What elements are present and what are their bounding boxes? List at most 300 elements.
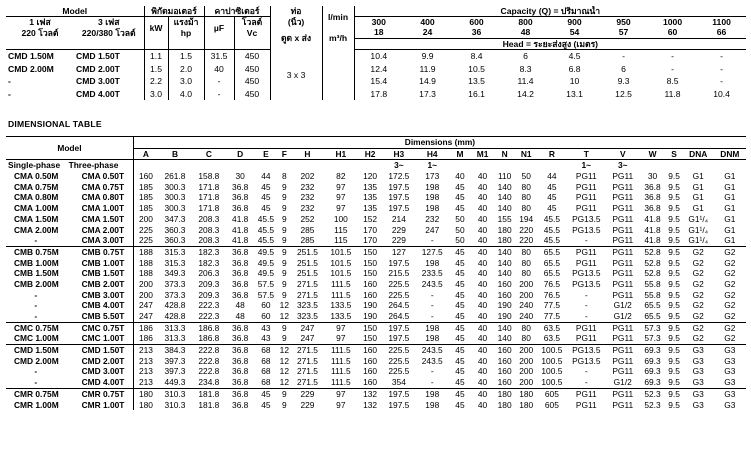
dim-value-m: 45 xyxy=(449,246,472,257)
dim-row xyxy=(6,345,746,356)
dim-value-v: G1/2 xyxy=(613,377,632,388)
dim-value-v: PG11 xyxy=(606,345,640,356)
dim-value-t: PG11 xyxy=(575,203,597,214)
dim-value-m: 40 xyxy=(455,171,465,182)
dim-value-n: 180 xyxy=(497,235,512,246)
dim-value-s: 9.5 xyxy=(668,366,680,377)
dim-value-m: 45 xyxy=(455,192,465,203)
dim-value-e: 45 xyxy=(261,181,271,192)
dim-value-n1: 200 xyxy=(519,289,534,300)
dim-value-h2: 150 xyxy=(363,268,378,279)
dim-value-c: 182.3 xyxy=(198,257,220,268)
dim-value-dna: G2 xyxy=(692,333,704,344)
dim-value-d: 36.8 xyxy=(232,181,249,192)
perf-uf: 40 xyxy=(204,62,234,75)
dim-value-dnm: G3 xyxy=(724,355,736,366)
dim-value-h4: - xyxy=(430,366,434,377)
perf-head-value: - xyxy=(720,63,723,74)
dim-three-phase-model: CMD 3.00T xyxy=(81,366,125,377)
perf-model-header: Model xyxy=(6,6,144,17)
dim-value-m: 45 xyxy=(455,355,465,366)
dim-value-n: 190 xyxy=(497,300,512,311)
dim-col-header-s: S xyxy=(671,148,677,159)
dim-single-phase-model: CMA 1.00M xyxy=(14,203,59,214)
perf-lmin-5: 950 xyxy=(616,17,631,28)
dim-value-n: 180 xyxy=(497,399,512,410)
dim-value-h1: 97 xyxy=(336,203,346,214)
dim-value-t: PG11 xyxy=(575,181,597,192)
dim-value-t: - xyxy=(584,300,588,311)
dim-value-h4: - xyxy=(430,289,434,300)
perf-1phase-volt: 220 โวลต์ xyxy=(21,27,59,38)
perf-head-value: 17.3 xyxy=(419,88,436,99)
dim-row xyxy=(6,400,746,411)
dim-col-header-r: R xyxy=(548,148,555,159)
perf-1phase-model: CMD 1.50M xyxy=(8,51,54,62)
dim-value-f: 12 xyxy=(279,377,289,388)
dim-subhead-blank xyxy=(255,160,278,171)
dim-value-t: PG13.5 xyxy=(572,355,601,366)
dim-value-f: 9 xyxy=(277,388,291,399)
dim-value-w: 55.8 xyxy=(644,278,661,289)
dim-value-h3: 229 xyxy=(391,235,406,246)
dim-value-d: 36.8 xyxy=(232,377,249,388)
dim-value-dnm: G2 xyxy=(724,257,736,268)
dim-single-phase-model: CMA 0.80M xyxy=(14,192,59,203)
dim-single-phase-model: CMB 2.00M xyxy=(14,278,59,289)
dim-value-dnm: G2 xyxy=(724,268,736,279)
dim-value-r: 45.5 xyxy=(543,213,561,224)
dim-value-r: 65.5 xyxy=(543,268,561,279)
dim-row xyxy=(6,235,746,246)
dim-three-phase-model: CMA 1.50T xyxy=(81,213,125,224)
perf-unit-blank xyxy=(322,75,354,88)
dim-col-header-h2: H2 xyxy=(364,148,376,159)
dim-three-phase-model: CMC 1.00T xyxy=(81,333,125,344)
dim-subhead-blank xyxy=(665,160,682,171)
perf-m3h-4: 54 xyxy=(569,27,580,38)
dim-value-a: 188 xyxy=(133,268,158,279)
dim-value-e: 60 xyxy=(261,300,271,311)
dim-value-dnm: G1 xyxy=(724,192,736,203)
dim-value-h4: 173 xyxy=(425,171,440,182)
dim-value-c: 208.3 xyxy=(198,224,220,235)
dim-value-m1: 40 xyxy=(477,377,488,388)
dim-value-h3: 225.5 xyxy=(388,289,410,300)
dim-value-v: PG11 xyxy=(612,181,634,192)
dim-value-n: 140 xyxy=(497,257,512,268)
dim-value-d: 41.8 xyxy=(232,224,249,235)
dim-value-d: 36.8 xyxy=(226,388,255,399)
dim-single-phase-model: CMA 2.00M xyxy=(14,224,59,235)
dim-value-a: 225 xyxy=(133,225,158,236)
dim-value-f: 12 xyxy=(279,355,289,366)
dim-value-h2: 190 xyxy=(363,311,378,322)
perf-unit-blank xyxy=(322,62,354,75)
perf-head-value: 6.8 xyxy=(568,63,581,74)
dim-value-t: PG11 xyxy=(575,171,597,182)
dim-value-m1: 40 xyxy=(477,268,488,279)
dim-value-s: 9.5 xyxy=(665,246,682,257)
dim-value-b: 360.3 xyxy=(164,235,186,246)
dim-subhead-blank xyxy=(537,160,567,171)
dim-value-w: 57.3 xyxy=(644,333,661,344)
dim-three-phase-header: Three-phase xyxy=(66,160,134,171)
dim-subhead-blank xyxy=(494,160,516,171)
dim-value-n: 140 xyxy=(494,322,516,333)
dim-value-r: 45 xyxy=(547,203,557,214)
perf-head-value: - xyxy=(720,76,723,87)
dim-value-t: PG13.5 xyxy=(567,345,606,356)
dim-col-header-n1: N1 xyxy=(520,148,532,159)
dim-value-dna: G1¹/₄ xyxy=(688,224,709,235)
dim-value-a: 213 xyxy=(133,356,158,367)
dim-value-v: PG11 xyxy=(612,355,634,366)
dim-value-m1: 40 xyxy=(477,192,488,203)
perf-head-value: 12.5 xyxy=(615,88,632,99)
dim-value-m1: 40 xyxy=(477,257,488,268)
dim-value-h2: 135 xyxy=(363,181,378,192)
dim-single-phase-model: - xyxy=(34,377,38,388)
dim-value-s: 9.5 xyxy=(668,399,680,410)
dim-value-f: 12 xyxy=(277,345,291,356)
dim-value-e: 43 xyxy=(255,322,278,333)
dim-value-h3: 197.5 xyxy=(388,399,410,410)
dim-value-a: 200 xyxy=(133,279,158,290)
dim-value-h1: 101.5 xyxy=(323,246,358,257)
dim-subhead-blank xyxy=(515,160,537,171)
dim-value-dna: G1 xyxy=(692,192,704,203)
perf-blank-2 xyxy=(144,38,168,49)
dim-col-header-w: W xyxy=(648,148,657,159)
dim-value-dnm: G3 xyxy=(724,366,736,377)
dim-value-m: 45 xyxy=(455,311,465,322)
dim-value-n1: 80 xyxy=(515,246,537,257)
dim-row xyxy=(6,203,746,214)
dim-value-m1: 40 xyxy=(477,278,488,289)
dim-value-d: 36.8 xyxy=(232,355,249,366)
dim-subhead-blank xyxy=(683,160,714,171)
dim-value-d: 36.8 xyxy=(226,345,255,356)
dim-value-dnm: G3 xyxy=(714,345,746,356)
dim-value-d: 48 xyxy=(235,311,245,322)
dim-value-s: 9.5 xyxy=(668,213,680,224)
perf-head-value: 11.8 xyxy=(664,88,681,99)
dim-value-d: 36.8 xyxy=(226,322,255,333)
perf-uf-header: µF xyxy=(204,17,234,38)
dim-value-b: 384.3 xyxy=(158,345,192,356)
dim-value-w: 30 xyxy=(647,171,658,182)
dim-value-a: 213 xyxy=(133,366,158,377)
dim-col-header-m: M xyxy=(456,148,464,159)
dim-value-h: 229 xyxy=(300,399,315,410)
dim-three-phase-model: CMR 1.00T xyxy=(81,399,125,410)
dim-value-d: 41.8 xyxy=(232,235,249,246)
perf-pipe-header: ท่อ xyxy=(270,6,322,17)
perf-row xyxy=(6,75,746,88)
dim-value-b: 397.3 xyxy=(164,366,186,377)
dim-value-h: 247 xyxy=(292,322,324,333)
dim-value-n: 160 xyxy=(497,289,512,300)
dim-value-r: 77.5 xyxy=(543,300,561,311)
dim-single-phase-model: CMA 1.50M xyxy=(14,213,59,224)
perf-head-value: 13.1 xyxy=(566,88,583,99)
dim-col-header-n: N xyxy=(501,148,508,159)
dim-value-b: 310.3 xyxy=(164,399,186,410)
perf-head-value: 11.4 xyxy=(517,76,534,87)
dim-value-h4: 243.5 xyxy=(416,345,449,356)
perf-pipe-suction-header: ดูด x ส่ง xyxy=(270,27,322,49)
dim-value-t: PG13.5 xyxy=(572,278,601,289)
perf-head-value: 11.9 xyxy=(419,63,436,74)
perf-head-value: - xyxy=(720,51,723,62)
dim-value-h2: 160 xyxy=(363,289,378,300)
perf-head-value: 9.9 xyxy=(421,51,434,62)
dim-value-n: 140 xyxy=(494,246,516,257)
dim-value-f: 9 xyxy=(282,268,287,279)
dim-value-h2: 132 xyxy=(363,399,378,410)
dim-value-b: 310.3 xyxy=(158,388,192,399)
dim-value-m: 45 xyxy=(455,366,465,377)
dim-value-m: 45 xyxy=(449,345,472,356)
perf-1phase-model: - xyxy=(8,88,11,99)
dim-single-phase-model: CMB 1.00M xyxy=(14,257,59,268)
dim-value-t: PG13.5 xyxy=(572,224,601,235)
perf-m3h-2: 36 xyxy=(471,27,482,38)
dim-subhead-blank xyxy=(640,160,666,171)
dim-value-a: 180 xyxy=(133,400,158,411)
dim-value-s: 9.5 xyxy=(668,268,680,279)
dim-value-m: 45 xyxy=(455,377,465,388)
dim-value-s: 9.5 xyxy=(668,171,680,182)
dim-value-h: 271.5 xyxy=(296,366,318,377)
dim-value-h2: 135 xyxy=(363,203,378,214)
dim-value-h3: 225.5 xyxy=(388,366,410,377)
dim-value-s: 9.5 xyxy=(665,322,682,333)
dim-value-e: 45 xyxy=(261,203,271,214)
dim-value-m1: 40 xyxy=(477,203,488,214)
dim-value-s: 9.5 xyxy=(668,203,680,214)
dim-value-h4: 198 xyxy=(425,257,440,268)
dim-single-phase-model: CMA 0.50M xyxy=(14,171,59,182)
perf-head-value: - xyxy=(622,51,625,62)
perf-hp-header: แรงม้า xyxy=(168,17,204,28)
dim-value-b: 373.3 xyxy=(164,289,186,300)
dim-value-b: 360.3 xyxy=(164,224,186,235)
dim-three-phase-model: CMR 0.75T xyxy=(66,388,134,399)
dim-row xyxy=(6,225,746,236)
dim-value-m: 45 xyxy=(455,333,465,344)
dim-value-w: 52.8 xyxy=(640,246,666,257)
dim-col-header-e: E xyxy=(263,148,269,159)
dim-value-n1: 180 xyxy=(515,388,537,399)
dim-value-n: 180 xyxy=(494,388,516,399)
dim-value-dna: G3 xyxy=(692,377,704,388)
dim-value-n: 140 xyxy=(497,268,512,279)
dim-value-a: 188 xyxy=(133,258,158,269)
dim-value-c: 186.8 xyxy=(192,322,226,333)
dim-three-phase-model: CMA 0.75T xyxy=(81,181,125,192)
dim-subhead-blank xyxy=(292,160,324,171)
dim-value-h3: 127 xyxy=(382,246,416,257)
dim-value-r: 45 xyxy=(547,192,557,203)
dim-value-dnm: G3 xyxy=(724,399,736,410)
perf-lmin-3: 800 xyxy=(518,17,533,28)
dim-row xyxy=(6,192,746,203)
dim-value-d: 36.8 xyxy=(232,366,249,377)
dim-value-h3: 197.5 xyxy=(382,388,416,399)
dim-value-v: PG11 xyxy=(606,388,640,399)
dim-value-v: PG11 xyxy=(612,203,634,214)
dim-col-header-c: C xyxy=(205,148,212,159)
dim-value-w: 36.8 xyxy=(644,192,661,203)
dim-value-h2: 160 xyxy=(363,355,378,366)
dim-three-phase-model: CMB 1.00T xyxy=(81,257,125,268)
dim-value-b: 313.3 xyxy=(164,333,186,344)
dim-value-h3: 225.5 xyxy=(388,278,410,289)
dim-single-phase-model: CMA 0.75M xyxy=(14,181,59,192)
dim-value-h2: 150 xyxy=(358,246,382,257)
dim-value-h: 251.5 xyxy=(296,268,318,279)
dim-value-m: 45 xyxy=(455,257,465,268)
dim-value-h3: 215.5 xyxy=(388,268,410,279)
dim-value-r: 45 xyxy=(547,181,557,192)
dim-value-e: 45 xyxy=(261,399,271,410)
dim-value-c: 209.3 xyxy=(198,289,220,300)
dim-value-t: - xyxy=(584,235,588,246)
dim-value-s: 9.5 xyxy=(668,289,680,300)
perf-blank-3 xyxy=(168,38,204,49)
perf-head-value: 6 xyxy=(523,51,528,62)
dim-subhead-blank xyxy=(323,160,358,171)
dim-value-w: 41.8 xyxy=(644,224,661,235)
perf-head-value: 14.9 xyxy=(419,76,436,87)
dim-value-m1: 40 xyxy=(477,171,488,182)
dim-value-f: 9 xyxy=(277,246,291,257)
performance-table xyxy=(6,6,746,100)
dim-value-dnm: G1 xyxy=(724,235,736,246)
dim-col-header-b: B xyxy=(171,148,178,159)
dim-value-c: 206.3 xyxy=(198,268,220,279)
dim-value-h4: 127.5 xyxy=(416,246,449,257)
dim-value-t: - xyxy=(584,366,588,377)
dim-row xyxy=(6,388,746,399)
dim-value-a: 247 xyxy=(133,311,158,322)
perf-1phase-header: 1 เฟส xyxy=(29,17,51,28)
dim-subhead-blank xyxy=(158,160,192,171)
dim-value-n: 140 xyxy=(497,181,512,192)
dim-value-h: 251.5 xyxy=(296,257,318,268)
dim-subhead-blank xyxy=(358,160,382,171)
dim-three-phase-model: CMA 0.80T xyxy=(81,192,125,203)
perf-head-header: Head = ระยะส่งสูง (เมตร) xyxy=(354,38,746,49)
dim-three-phase-model: CMA 0.50T xyxy=(81,171,125,182)
dim-value-e: 68 xyxy=(261,366,271,377)
dim-value-t: - xyxy=(584,289,588,300)
dim-value-h3: 197.5 xyxy=(388,203,410,214)
dim-value-w: 41.8 xyxy=(644,235,661,246)
dim-value-h4: - xyxy=(430,235,434,246)
dim-value-dna: G3 xyxy=(692,399,704,410)
dim-value-h3: 264.5 xyxy=(388,300,410,311)
dim-value-f: 9 xyxy=(282,224,287,235)
dim-value-dna: G3 xyxy=(683,345,714,356)
perf-capacitor-header: คาปาซิเตอร์ xyxy=(204,6,270,17)
dim-value-c: 171.8 xyxy=(198,192,220,203)
dim-value-h: 252 xyxy=(300,213,315,224)
dim-col-header-dnm: DNM xyxy=(720,148,740,159)
dim-value-r: 100.5 xyxy=(541,355,563,366)
dim-col-header-d: D xyxy=(237,148,244,159)
dim-col-header-h3: H3 xyxy=(393,148,405,159)
dim-subhead-blank xyxy=(471,160,494,171)
dim-value-h2: 150 xyxy=(358,322,382,333)
dim-value-s: 9.5 xyxy=(668,278,680,289)
perf-head-value: 8.3 xyxy=(519,63,532,74)
dim-value-dna: G2 xyxy=(692,289,704,300)
perf-head-value: 10.5 xyxy=(468,63,485,74)
dim-value-w: 65.5 xyxy=(644,300,661,311)
perf-lmin-6: 1000 xyxy=(662,17,683,28)
dim-value-t: PG11 xyxy=(575,399,597,410)
dim-value-h: 271.5 xyxy=(296,289,318,300)
dim-value-c: 208.3 xyxy=(198,213,220,224)
dim-value-v: PG11 xyxy=(612,399,634,410)
dim-value-v: G1/2 xyxy=(613,311,632,322)
dim-row xyxy=(6,377,746,388)
dim-value-n: 160 xyxy=(497,366,512,377)
dim-row xyxy=(6,214,746,225)
dim-value-m: 50 xyxy=(455,224,465,235)
perf-uf: - xyxy=(204,75,234,88)
dim-value-s: 9.5 xyxy=(668,257,680,268)
perf-hp: 3.0 xyxy=(168,75,204,88)
dim-value-h1: 101.5 xyxy=(330,257,352,268)
perf-head-value: 17.8 xyxy=(354,88,403,101)
perf-hp: 1.5 xyxy=(168,49,204,62)
perf-head-value: 12.4 xyxy=(354,62,403,75)
perf-3phase-header: 3 เฟส xyxy=(98,17,120,28)
dim-value-h: 271.5 xyxy=(296,355,318,366)
perf-pipe-unit-header: (นิ้ว) xyxy=(270,17,322,28)
perf-1phase-model: CMD 2.00M xyxy=(8,63,54,74)
dim-value-b: 313.3 xyxy=(158,322,192,333)
perf-vc: 450 xyxy=(234,49,270,62)
dim-value-n1: 240 xyxy=(519,300,534,311)
dim-value-dnm: G1 xyxy=(724,171,736,182)
perf-kw-header: kW xyxy=(144,17,168,38)
dim-value-d: 41.8 xyxy=(232,213,249,224)
dim-value-h3: 225.5 xyxy=(382,345,416,356)
dim-subhead-blank xyxy=(192,160,226,171)
perf-row xyxy=(6,62,746,75)
dim-value-t: - xyxy=(584,311,588,322)
dim-value-dna: G2 xyxy=(692,278,704,289)
dim-three-phase-model: CMB 4.00T xyxy=(81,300,125,311)
dim-value-a: 188 xyxy=(133,246,158,257)
dim-value-m: 45 xyxy=(449,388,472,399)
dim-value-e: 45.5 xyxy=(257,224,275,235)
dim-value-e: 49.5 xyxy=(255,246,278,257)
dim-value-d: 36.8 xyxy=(232,257,249,268)
dim-value-v: PG11 xyxy=(612,192,634,203)
dim-value-h: 271.5 xyxy=(296,278,318,289)
dim-value-h: 229 xyxy=(292,388,324,399)
dim-row xyxy=(6,290,746,301)
perf-kw: 3.0 xyxy=(144,88,168,101)
dim-value-m1: 40 xyxy=(477,213,488,224)
perf-m3h-3: 48 xyxy=(520,27,531,38)
